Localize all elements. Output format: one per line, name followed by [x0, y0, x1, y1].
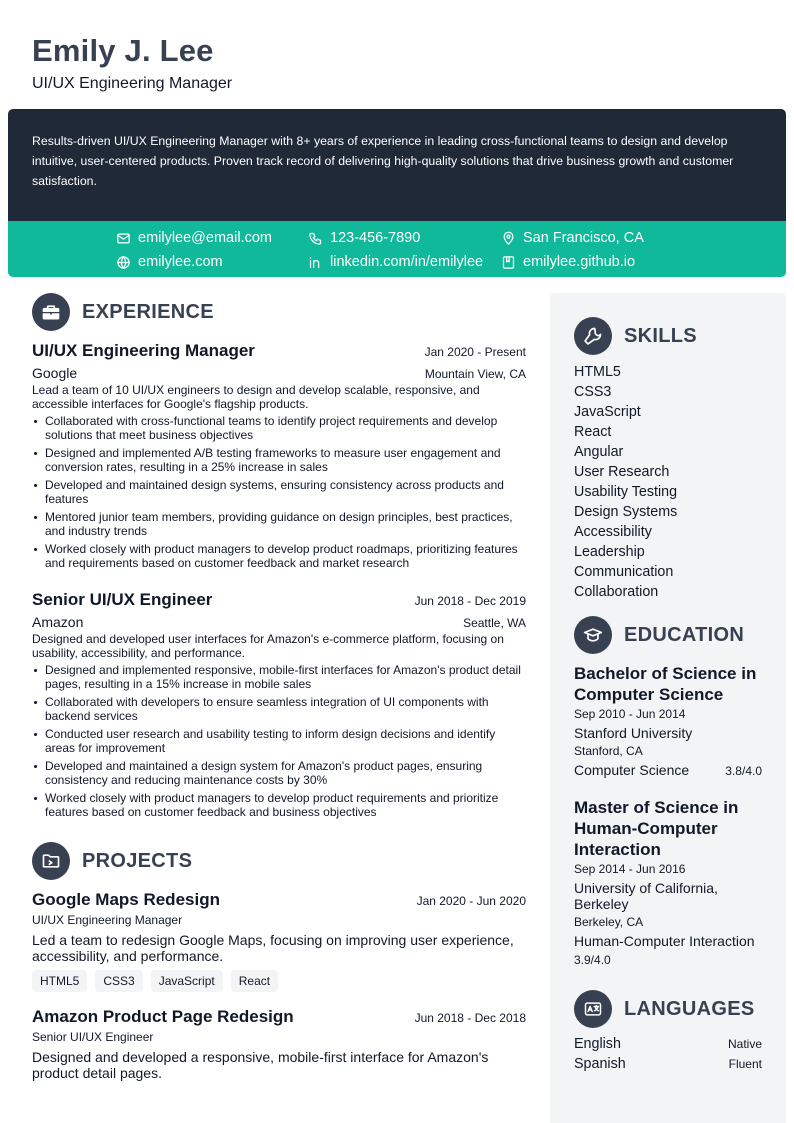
- gpa: 3.9/4.0: [574, 953, 611, 967]
- experience-title: EXPERIENCE: [82, 300, 214, 323]
- linkedin-text: linkedin.com/in/emilylee: [330, 254, 484, 270]
- tech-tag: JavaScript: [151, 970, 223, 992]
- job-company: Amazon: [32, 614, 84, 630]
- folder-icon: [32, 842, 70, 880]
- map-pin-icon: [501, 231, 516, 246]
- resume-header: [32, 32, 232, 94]
- gpa: 3.8/4.0: [725, 764, 762, 778]
- education-entry: [574, 663, 762, 779]
- language-item: [574, 1056, 762, 1072]
- project-role: Senior UI/UX Engineer: [32, 1030, 154, 1044]
- degree-title: Master of Science in Human-Computer Interaction: [574, 798, 739, 859]
- education-date: Sep 2014 - Jun 2016: [574, 862, 686, 876]
- job-location: Seattle, WA: [463, 616, 526, 630]
- briefcase-icon: [32, 293, 70, 331]
- job-location: Mountain View, CA: [424, 367, 526, 381]
- job-bullet: Mentored junior team members, providing guidance on design principles, best practices, and industry trends: [32, 510, 526, 538]
- job-company: Google: [32, 365, 78, 381]
- skill-item: Usability Testing: [574, 484, 678, 500]
- website-text: emilylee.com: [138, 254, 223, 270]
- job-bullets: [32, 663, 526, 819]
- job-bullet: Worked closely with product managers to develop product requirements and prioritize features based on customer feedback and business objectives: [32, 791, 526, 819]
- summary-text: Results-driven UI/UX Engineering Manager with 8+ years of experience in leading cross-functional teams to design and develop intuitive, user-centered products. Proven track record of delivering high-quality solutions that drive business growth and customer satisfaction.: [32, 134, 734, 188]
- project-date: Jan 2020 - Jun 2020: [416, 894, 526, 908]
- linkedin-icon: [308, 255, 323, 270]
- tech-tag: React: [231, 970, 278, 992]
- school-name: Stanford University: [574, 725, 693, 741]
- skill-item: Accessibility: [574, 524, 652, 540]
- skill-item: Design Systems: [574, 504, 678, 520]
- experience-heading: [32, 293, 214, 331]
- skill-item: Angular: [574, 444, 624, 460]
- skill-item: Collaboration: [574, 584, 659, 600]
- job-entry: [32, 589, 526, 823]
- skill-item: CSS3: [574, 384, 612, 400]
- contact-linkedin[interactable]: [308, 253, 483, 271]
- school-location: Berkeley, CA: [574, 915, 644, 929]
- job-bullet: Designed and implemented responsive, mobile-first interfaces for Amazon's product detail pages, resulting in a 15% increase in mobile sales: [32, 663, 526, 691]
- job-description: Lead a team of 10 UI/UX engineers to design and develop scalable, responsive, and accessible interfaces for Google's flagship products.: [32, 383, 480, 411]
- candidate-name: Emily J. Lee: [32, 33, 214, 68]
- project-description: Designed and developed a responsive, mobile-first interface for Amazon's product detail pages.: [32, 1049, 489, 1081]
- job-title: Senior UI/UX Engineer: [32, 590, 213, 609]
- project-date: Jun 2018 - Dec 2018: [414, 1011, 526, 1025]
- skills-title: SKILLS: [624, 324, 697, 347]
- job-bullet: Conducted user research and usability testing to inform design decisions and identify areas for improvement: [32, 727, 526, 755]
- candidate-title: UI/UX Engineering Manager: [32, 75, 233, 92]
- field-of-study: Human-Computer Interaction: [574, 933, 755, 949]
- education-heading: [574, 616, 744, 654]
- skills-heading: [574, 317, 697, 355]
- job-bullet: Worked closely with product managers to develop product roadmaps, prioritizing features and requirements based on customer feedback and market research: [32, 542, 526, 570]
- tech-tag: HTML5: [32, 970, 87, 992]
- school-location: Stanford, CA: [574, 744, 643, 758]
- job-date: Jun 2018 - Dec 2019: [414, 594, 526, 608]
- mail-icon: [116, 231, 131, 246]
- contact-github[interactable]: [501, 253, 635, 271]
- job-bullet: Developed and maintained design systems, ensuring consistency across products and features: [32, 478, 526, 506]
- skill-item: Communication: [574, 564, 674, 580]
- language-name: English: [574, 1036, 621, 1052]
- job-bullet: Collaborated with cross-functional teams to identify project requirements and develop solutions that meet business objectives: [32, 414, 526, 442]
- field-of-study: Computer Science: [574, 762, 690, 778]
- contact-bar: [8, 221, 786, 277]
- skill-item: Leadership: [574, 544, 645, 560]
- languages-heading: [574, 990, 754, 1028]
- education-entry: [574, 797, 762, 967]
- skill-item: React: [574, 424, 612, 440]
- language-name: Spanish: [574, 1056, 626, 1072]
- globe-icon: [116, 255, 131, 270]
- graduation-cap-icon: [574, 616, 612, 654]
- project-description: Led a team to redesign Google Maps, focusing on improving user experience, accessibility, and performance.: [32, 932, 514, 964]
- contact-location: [501, 229, 644, 247]
- school-name: University of California, Berkeley: [574, 880, 718, 912]
- language-level: Native: [727, 1037, 762, 1051]
- location-text: San Francisco, CA: [523, 230, 644, 246]
- education-title: EDUCATION: [624, 623, 745, 646]
- job-title: UI/UX Engineering Manager: [32, 341, 255, 360]
- job-entry: [32, 340, 526, 574]
- education-date: Sep 2010 - Jun 2014: [574, 707, 686, 721]
- contact-email[interactable]: [116, 229, 272, 247]
- job-description: Designed and developed user interfaces for Amazon's e-commerce platform, focusing on usability, accessibility, and performance.: [32, 632, 504, 660]
- project-entry: [32, 889, 526, 992]
- project-title: Amazon Product Page Redesign: [32, 1007, 294, 1026]
- contact-website[interactable]: [116, 253, 223, 271]
- skill-item: JavaScript: [574, 404, 641, 420]
- language-item: [574, 1036, 762, 1052]
- project-entry: [32, 1006, 526, 1081]
- degree-title: Bachelor of Science in Computer Science: [574, 664, 757, 704]
- wrench-icon: [574, 317, 612, 355]
- projects-heading: [32, 842, 192, 880]
- github-text: emilylee.github.io: [523, 254, 636, 270]
- translate-icon: [574, 990, 612, 1028]
- skills-list: [574, 362, 677, 602]
- email-text: emilylee@email.com: [138, 230, 272, 246]
- skill-item: HTML5: [574, 364, 621, 380]
- summary-banner: [8, 109, 786, 222]
- phone-icon: [308, 231, 323, 246]
- skill-item: User Research: [574, 464, 670, 480]
- tech-tag: CSS3: [95, 970, 142, 992]
- bookmark-icon: [501, 255, 516, 270]
- contact-phone[interactable]: [308, 229, 420, 247]
- job-bullets: [32, 414, 526, 570]
- phone-text: 123-456-7890: [330, 230, 421, 246]
- job-bullet: Designed and implemented A/B testing frameworks to measure user engagement and conversion rates, resulting in a 25% increase in sales: [32, 446, 526, 474]
- job-bullet: Collaborated with developers to ensure seamless integration of UI components with backend services: [32, 695, 526, 723]
- language-level: Fluent: [728, 1057, 762, 1071]
- project-tags: [32, 970, 526, 992]
- job-bullet: Developed and maintained a design system for Amazon's product pages, ensuring consistency and reducing maintenance costs by 30%: [32, 759, 526, 787]
- project-role: UI/UX Engineering Manager: [32, 913, 183, 927]
- languages-title: LANGUAGES: [624, 997, 755, 1020]
- job-date: Jan 2020 - Present: [424, 345, 526, 359]
- projects-title: PROJECTS: [82, 849, 193, 872]
- project-title: Google Maps Redesign: [32, 890, 220, 909]
